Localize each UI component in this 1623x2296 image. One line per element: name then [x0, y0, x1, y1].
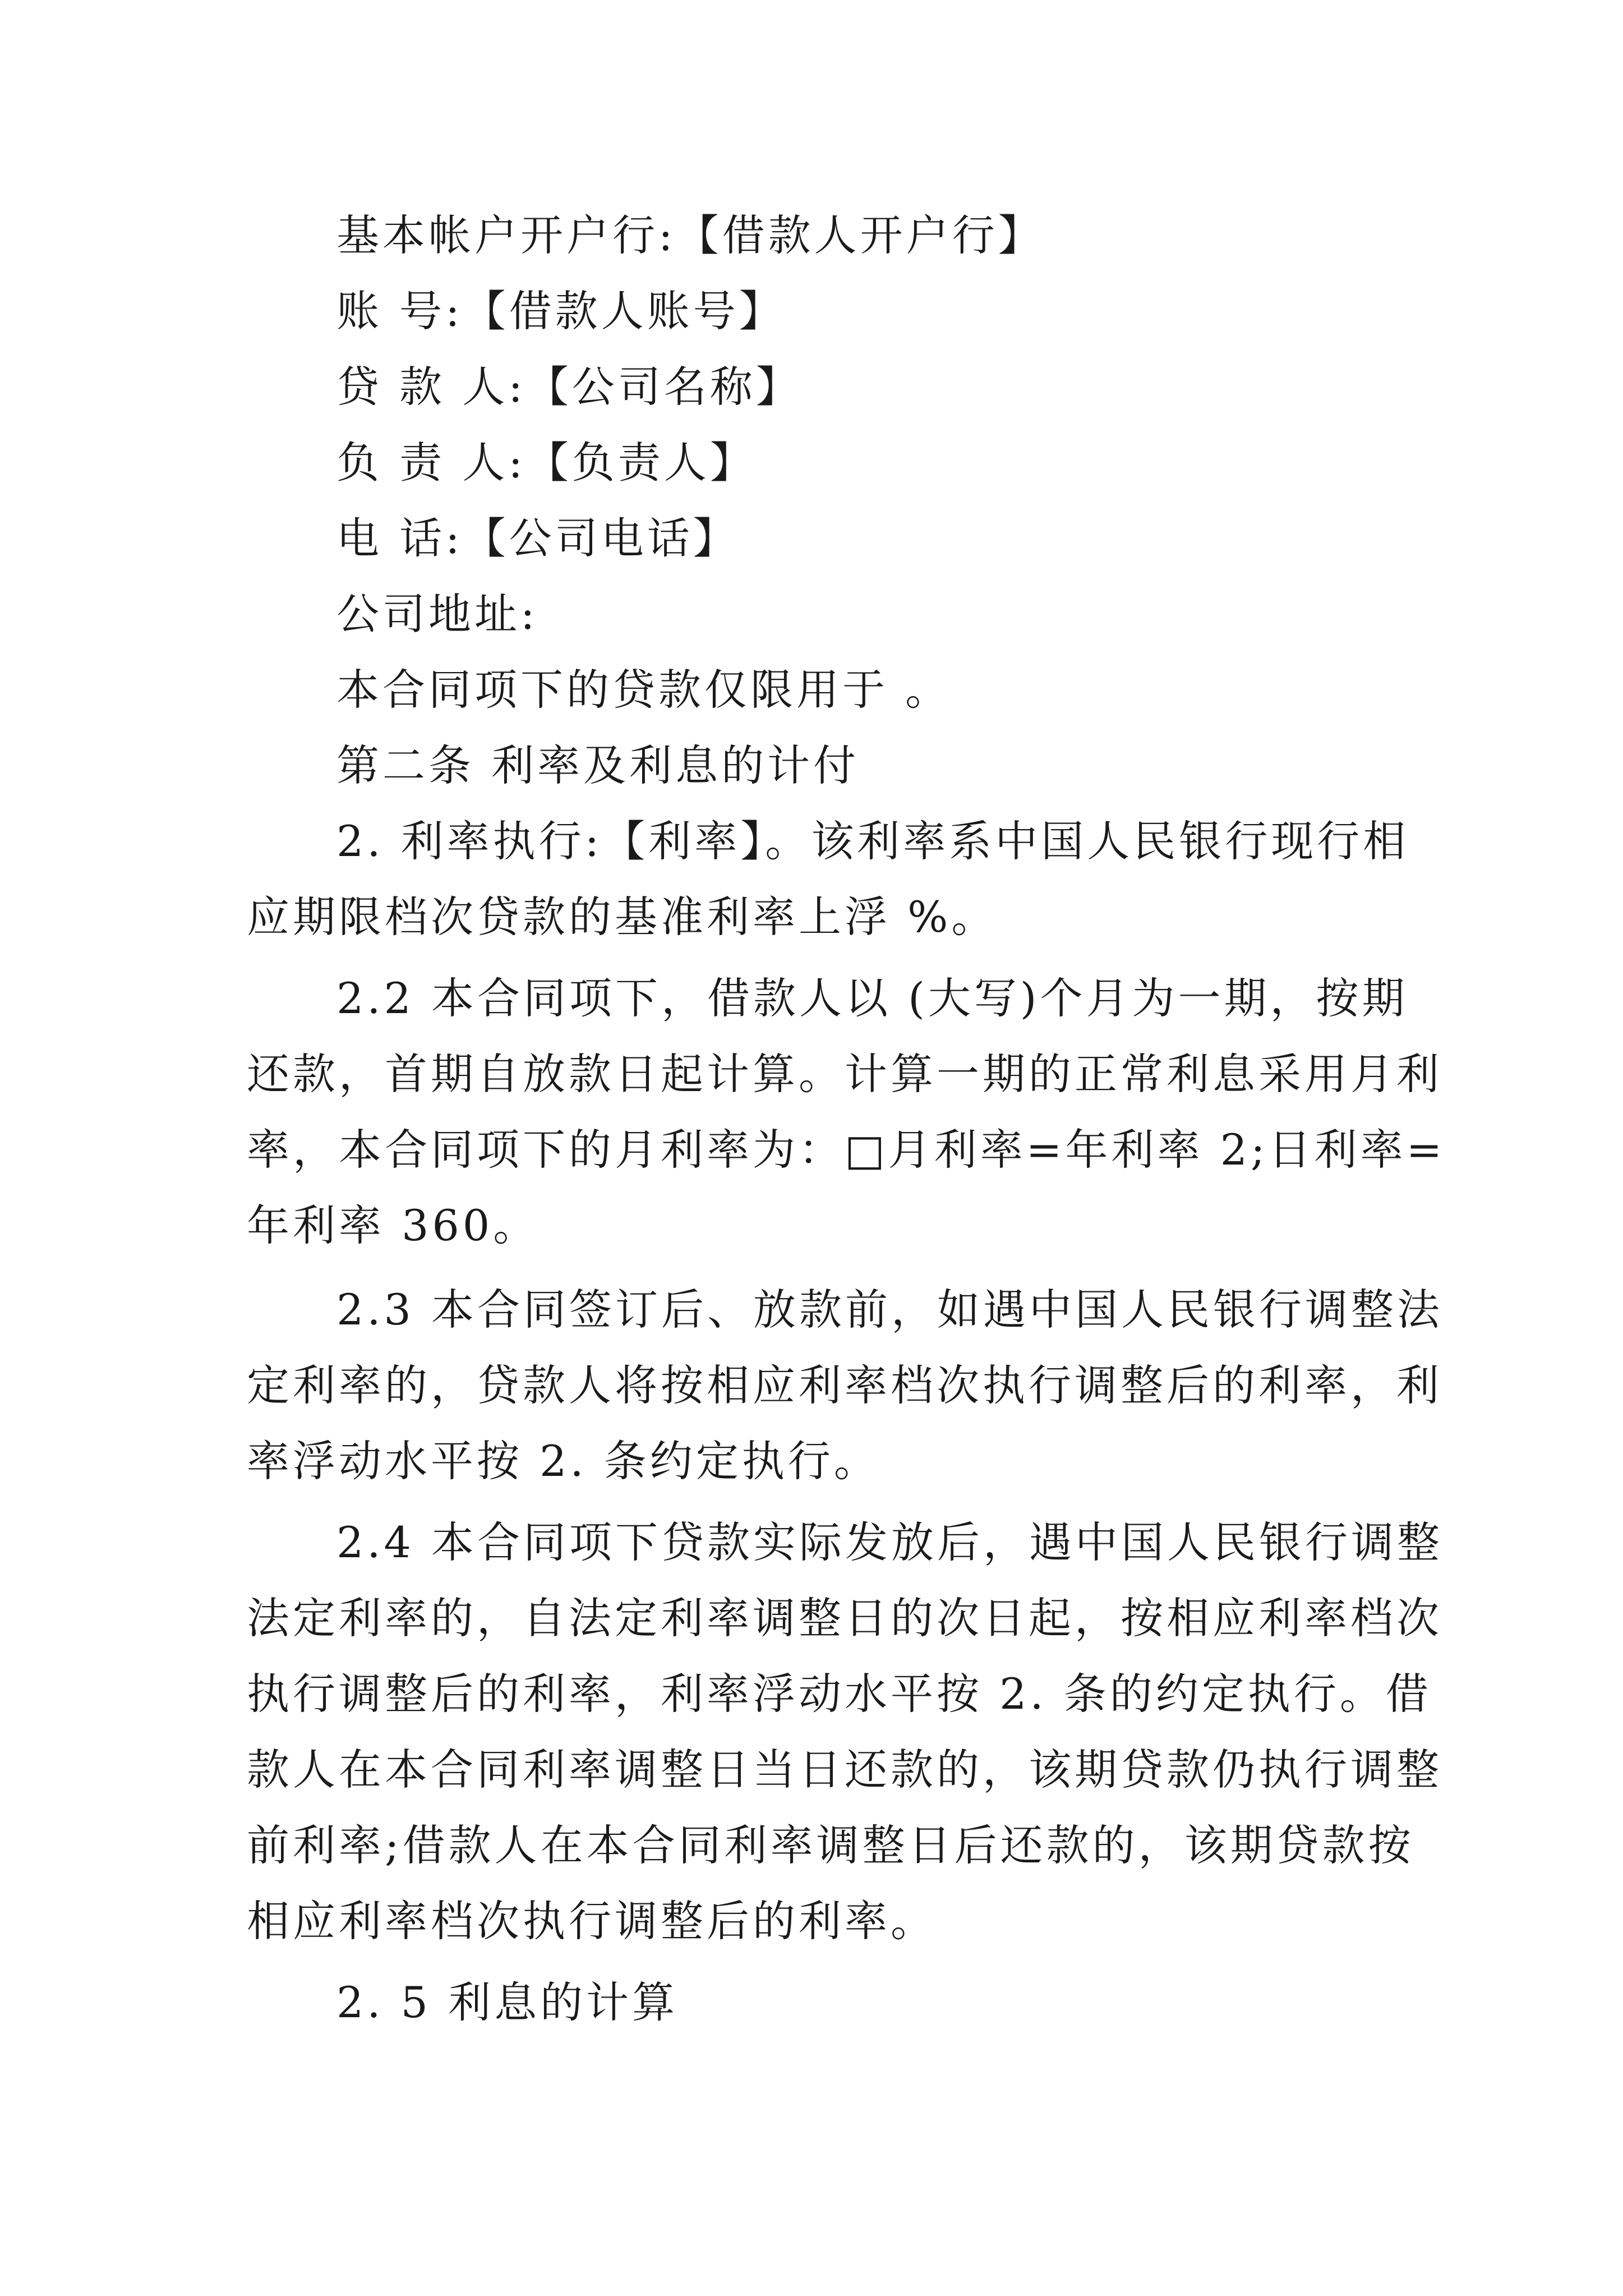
- basic-account-bank-line: 基本帐户开户行:【借款人开户行】: [336, 210, 1044, 260]
- paragraph-2-4-line-5: 前利率;借款人在本合同利率调整日后还款的，该期贷款按: [247, 1820, 1414, 1870]
- paragraph-2-4-line-6: 相应利率档次执行调整后的利率。: [247, 1896, 937, 1946]
- paragraph-2-4-line-1: 2.4 本合同项下贷款实际发放后，遇中国人民银行调整: [336, 1517, 1444, 1567]
- paragraph-2-2-line-2: 还款，首期自放款日起计算。计算一期的正常利息采用月利: [247, 1049, 1442, 1099]
- interest-calculation-heading: 2. 5 利息的计算: [336, 1977, 679, 2027]
- loan-purpose-line: 本合同项下的贷款仅限用于 。: [336, 665, 952, 715]
- paragraph-2-2-line-4: 年利率 360。: [247, 1200, 540, 1250]
- paragraph-2-4-line-2: 法定利率的，自法定利率调整日的次日起，按相应利率档次: [247, 1593, 1442, 1643]
- responsible-person-line: 负 责 人:【负责人】: [336, 438, 756, 487]
- paragraph-2-3-line-3: 率浮动水平按 2. 条约定执行。: [247, 1436, 880, 1486]
- section-heading: 第二条 利率及利息的计付: [336, 740, 860, 790]
- paragraph-2-3-line-2: 定利率的，贷款人将按相应利率档次执行调整后的利率，利: [247, 1360, 1442, 1410]
- company-address-line: 公司地址:: [336, 589, 538, 639]
- phone-line: 电 话:【公司电话】: [336, 513, 739, 563]
- paragraph-2-2-line-1: 2.2 本合同项下，借款人以 (大写)个月为一期，按期: [336, 973, 1408, 1023]
- lender-line: 贷 款 人:【公司名称】: [336, 362, 802, 412]
- paragraph-2-1-line-2: 应期限档次贷款的基准利率上浮 %。: [247, 892, 998, 942]
- paragraph-2-4-line-3: 执行调整后的利率，利率浮动水平按 2. 条的约定执行。借: [247, 1669, 1432, 1719]
- paragraph-2-1-line-1: 2. 利率执行:【利率】。该利率系中国人民银行现行相: [336, 816, 1409, 866]
- paragraph-2-4-line-4: 款人在本合同利率调整日当日还款的，该期贷款仍执行调整: [247, 1745, 1442, 1795]
- paragraph-2-3-line-1: 2.3 本合同签订后、放款前，如遇中国人民银行调整法: [336, 1285, 1444, 1335]
- account-number-line: 账 号:【借款人账号】: [336, 286, 785, 336]
- paragraph-2-2-line-3: 率，本合同项下的月利率为：□月利率=年利率 2;日利率=: [247, 1125, 1446, 1175]
